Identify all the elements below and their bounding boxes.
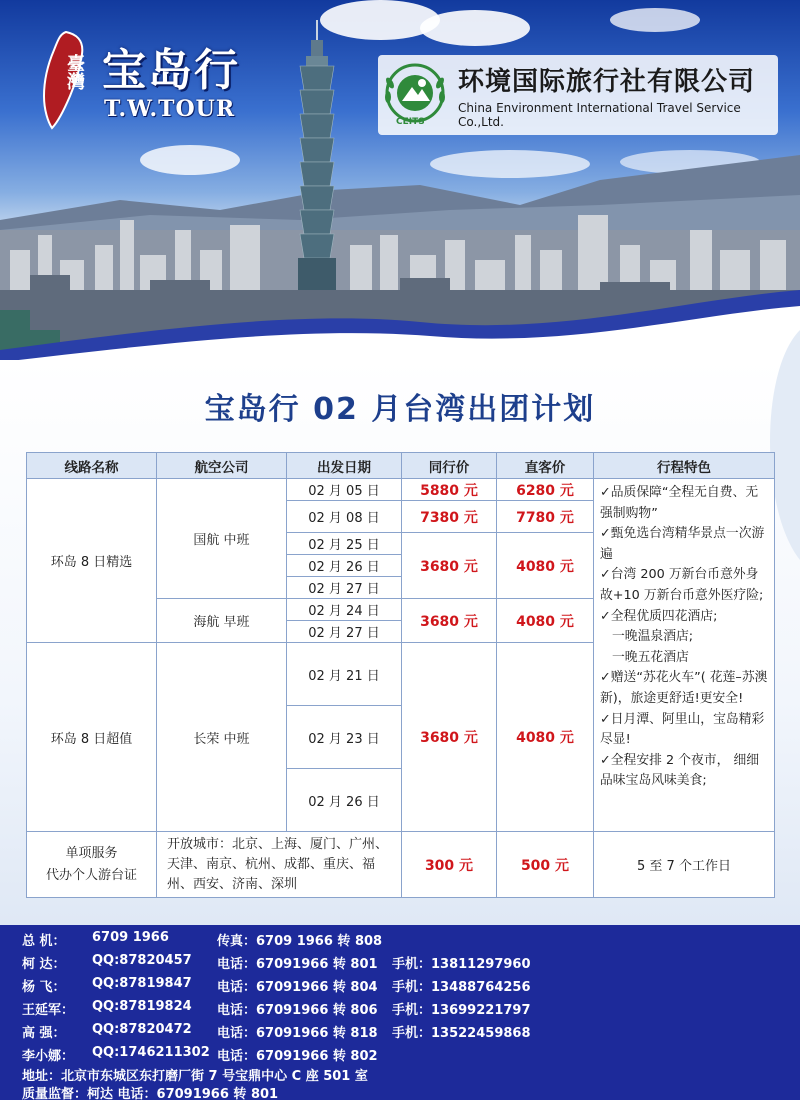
feature-item: ✓台湾 200 万新台币意外身故+10 万新台币意外医疗险; — [600, 567, 764, 603]
hero-wave — [0, 270, 800, 370]
direct-price-cell: 4080 元 — [497, 599, 594, 643]
staff-qq: QQ:1746211302 — [92, 1045, 210, 1060]
address: 地址：北京市东城区东打磨厂街 7 号宝鼎中心 C 座 501 室 — [22, 1069, 368, 1084]
staff-name: 高 强： — [22, 1026, 66, 1041]
direct-price-cell: 6280 元 — [497, 479, 594, 501]
feature-item: ✓甄免选台湾精华景点一次游遍 — [600, 526, 765, 562]
tw-tour-logo — [32, 26, 282, 136]
feature-item: ✓日月潭、阿里山，宝岛精彩尽显! — [600, 711, 765, 748]
feature-item: ✓赠送“苏花火车”( 花莲–苏澳新)，旅途更舒适!更安全! — [600, 670, 768, 706]
route-name: 环岛 8 日超值 — [27, 643, 157, 832]
peer-price-cell: 5880 元 — [402, 479, 497, 501]
staff-tel: 电话：67091966 转 818 — [217, 1026, 378, 1041]
airline-cell: 海航 早班 — [157, 599, 287, 643]
table-row — [27, 832, 775, 898]
staff-mobile: 手机：13811297960 — [392, 957, 531, 972]
date-cell: 02 月 08 日 — [287, 501, 402, 533]
feature-item: ✓全程安排 2 个夜市， 细细品味宝岛风味美食; — [600, 752, 760, 789]
fax: 传真：6709 1966 转 808 — [217, 934, 383, 949]
feature-item: 一晚五花酒店 — [612, 649, 689, 665]
staff-qq: QQ:87820472 — [92, 1022, 192, 1037]
airline-cell: 长荣 中班 — [157, 643, 287, 832]
seal-text: 臺灣 — [64, 54, 85, 90]
footer-label: 总 机： — [22, 934, 66, 949]
service-name: 单项服务 — [65, 845, 118, 861]
agency-name-en: China Environment International Travel Service Co.,Ltd. — [458, 101, 741, 129]
staff-mobile: 手机：13522459868 — [392, 1026, 531, 1041]
feature-item: ✓品质保障“全程无自费、无强制购物” — [600, 485, 759, 521]
peer-price-cell: 3680 元 — [402, 599, 497, 643]
feature-item: ✓全程优质四花酒店; — [600, 608, 718, 624]
staff-name: 柯 达： — [22, 957, 66, 972]
col-header-date: 出发日期 — [287, 453, 402, 479]
brand-name-en: T.W.TOUR — [104, 96, 236, 122]
staff-qq: QQ:87819847 — [92, 976, 192, 991]
direct-price-cell: 7780 元 — [497, 501, 594, 533]
staff-tel: 电话：67091966 转 806 — [217, 1003, 378, 1018]
quality-supervision: 质量监督：柯达 电话：67091966 转 801 — [22, 1087, 279, 1100]
staff-tel: 电话：67091966 转 802 — [217, 1049, 378, 1064]
features-cell — [594, 479, 775, 832]
ceits-logo — [378, 55, 778, 135]
col-header-features: 行程特色 — [594, 453, 775, 479]
table-row — [27, 479, 775, 501]
date-cell: 02 月 25 日 — [287, 533, 402, 555]
tour-plan-table — [26, 452, 775, 898]
peer-price-cell: 3680 元 — [402, 643, 497, 832]
col-header-direct-price: 直客价 — [497, 453, 594, 479]
date-cell: 02 月 26 日 — [287, 769, 402, 832]
date-cell: 02 月 05 日 — [287, 479, 402, 501]
main-phone: 6709 1966 — [92, 930, 169, 945]
col-header-airline: 航空公司 — [157, 453, 287, 479]
staff-name: 李小娜： — [22, 1049, 75, 1064]
date-cell: 02 月 27 日 — [287, 621, 402, 643]
staff-name: 杨 飞： — [22, 980, 66, 995]
cloud-shape — [420, 10, 530, 46]
direct-price-cell: 500 元 — [497, 832, 594, 898]
hero-banner — [0, 0, 800, 370]
date-cell: 02 月 24 日 — [287, 599, 402, 621]
date-cell: 02 月 27 日 — [287, 577, 402, 599]
taipei-101-illustration — [282, 20, 352, 290]
open-cities-cell: 开放城市：北京、上海、厦门、广州、天津、南京、杭州、成都、重庆、福州、西安、济南、深圳 — [157, 832, 402, 898]
col-header-peer-price: 同行价 — [402, 453, 497, 479]
direct-price-cell: 4080 元 — [497, 643, 594, 832]
staff-tel: 电话：67091966 转 804 — [217, 980, 378, 995]
contact-footer — [0, 925, 800, 1100]
service-subname: 代办个人游台证 — [45, 867, 137, 883]
staff-qq: QQ:87819824 — [92, 999, 192, 1014]
page-title: 宝岛行 02 月台湾出团计划 — [204, 392, 596, 427]
cloud-shape — [610, 8, 700, 32]
route-name: 环岛 8 日精选 — [27, 479, 157, 643]
peer-price-cell: 300 元 — [402, 832, 497, 898]
peer-price-cell: 3680 元 — [402, 533, 497, 599]
staff-mobile: 手机：13488764256 — [392, 980, 531, 995]
date-cell: 02 月 21 日 — [287, 643, 402, 706]
peer-price-cell: 7380 元 — [402, 501, 497, 533]
service-feature-cell: 5 至 7 个工作日 — [594, 832, 775, 898]
ceits-abbr: CEITS — [396, 117, 425, 127]
date-cell: 02 月 23 日 — [287, 706, 402, 769]
feature-item: 一晚温泉酒店; — [612, 629, 694, 645]
staff-tel: 电话：67091966 转 801 — [217, 957, 378, 972]
brand-name-cn: 宝岛行 — [102, 45, 240, 96]
staff-mobile: 手机：13699221797 — [392, 1003, 531, 1018]
table-header-row — [27, 453, 775, 479]
col-header-route: 线路名称 — [27, 453, 157, 479]
direct-price-cell: 4080 元 — [497, 533, 594, 599]
airline-cell: 国航 中班 — [157, 479, 287, 599]
staff-qq: QQ:87820457 — [92, 953, 192, 968]
date-cell: 02 月 26 日 — [287, 555, 402, 577]
agency-name-cn: 环境国际旅行社有限公司 — [458, 67, 756, 97]
service-name-cell — [27, 832, 157, 898]
staff-name: 王延军： — [22, 1003, 75, 1018]
